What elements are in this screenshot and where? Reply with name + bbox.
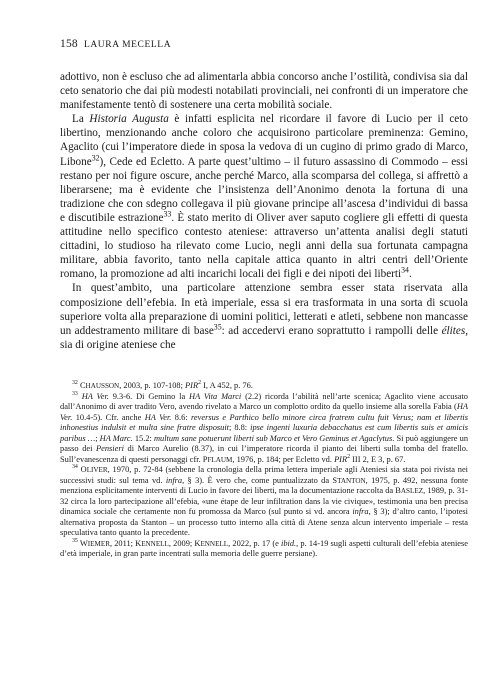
footnote-32: $^{32}$ CHAUSSON, 2003, p. 107-108; PIR$^2$ I, A 452, p. 76. bbox=[72, 380, 253, 390]
footnote-34: $^{34}$ OLIVER, 1970, p. 72-84 (sebbene la cronologia della prima lettera imperiale agli Ateniesi sia stata poi rivista nei successivi studi: sul tema vd. infra, § 3). È vero che, come puntualizzato da STANTON, 1975, p. 492, nessuna fonte menziona esplicitamente interventi di Lucio in favore dei liberti, ma la documentazione raccolta da BASLEZ, 1989, p. 31-32 circa la loro partecipazione all’efebia, «une étape de leur infiltration dans la vie civique», testimonia una ben precisa dinamica sociale che certamente non fu promossa da Marco (sul punto si vd. ancora infra, § 3); d’altro canto, l’ipotesi alternativa proposta da Stanton – un processo tutto interno alla città di Atene senza alcun intervento imperiale – resta speculativa tanto quanto la precedente. bbox=[60, 464, 468, 537]
page-number: 158 bbox=[60, 38, 78, 50]
footnote-35: $^{35}$ WIEMER, 2011; KENNELL, 2009; KENNELL, 2022, p. 17 (e ibid., p. 14-19 sugli aspetti culturali dell’efebia ateniese d’età imperiale, in gran parte incentrati sulla memoria delle guerre persiane). bbox=[60, 537, 468, 558]
running-header bbox=[60, 38, 171, 50]
main-text bbox=[60, 70, 468, 352]
running-head-author: LAURA MECELLA bbox=[83, 40, 172, 50]
footnotes bbox=[60, 381, 468, 560]
body-paragraph: adottivo, non è escluso che ad alimentarla abbia concorso anche l’ostilità, condivisa sia dal ceto senatorio che dai più modesti notabilati provinciali, nei confronti di un imperatore che manifestamente tentò di sostenere una certa mobilità sociale. bbox=[60, 71, 468, 112]
footnote-33: $^{33}$ HA Ver. 9.3-6. Di Gemino la HA Vita Marci (2.2) ricorda l’abilità nell’arte scenica; Agaclito viene accusato dall’Anonimo di aver tradito Vero, avendo rivelato a Marco un complotto ordito da quello insieme alla sorella Fabia (HA Ver. 10.4-5). Cfr. anche HA Ver. 8.6: reversus e Parthico bello minore circa fratrem cultu fuit Verus; nam et libertis inhonestius indulsit et multa sine fratre disposuit; 8.8: ipse ingenti luxuria debacchatus est cum libertis suis et amicis paribus …; HA Marc. 15.2: multum sane potuerunt liberti sub Marco et Vero Geminus et Agaclytus. Si può aggiungere un passo dei Pensieri di Marco Aurelio (8.37), in cui l’imperatore ricorda il pianto dei liberti sulla tomba del fratello. Sull’evanescenza di questi personaggi cfr. PFLAUM, 1976, p. 184; per Ecletto vd. PIR$^2$ III 2, E 3, p. 67. bbox=[60, 390, 469, 464]
body-paragraph: La Historia Augusta è infatti esplicita nel ricordare il favore di Lucio per il ceto libertino, menzionando anche coloro che acquisirono particolare preminenza: Gemino, Agaclito (cui l’imperatore diede in sposa la vedova di un cugino di primo grado di Marco, Libone$^{32}$), Cede ed Ecletto. A parte quest’ultimo – il futuro assassino di Commodo – essi restano per noi figure oscure, anche perché Marco, alla scomparsa del collega, si affrettò a liberarsene; ma è evidente che l’insistenza dell’Anonimo denota la fortuna di una tradizione che con sdegno collegava il più giovane principe all’ascesa d’individui di bassa e discutibile estrazione$^{33}$. È stato merito di Oliver aver saputo cogliere gli effetti di questa attitudine nello specifico contesto ateniese: attraverso un’attenta analisi degli statuti cittadini, lo studioso ha rilevato come Lucio, negli anni della sua fortunata campagna militare, abbia favorito, tanto nella capitale attica quanto in altri centri dell’Oriente romano, la promozione ad alti incarichi locali dei figli e dei nipoti dei liberti$^{34}$. bbox=[60, 113, 468, 281]
body-paragraph: In quest’ambito, una particolare attenzione sembra esser stata riservata alla composizione dell’efebia. In età imperiale, essa si era trasformata in una sorta di scuola superiore volta alla preparazione di uomini politici, letterati e atleti, sebbene non mancasse un addestramento militare di base$^{35}$: ad accedervi erano soprattutto i rampolli delle élites, sia di origine ateniese che bbox=[60, 282, 469, 351]
